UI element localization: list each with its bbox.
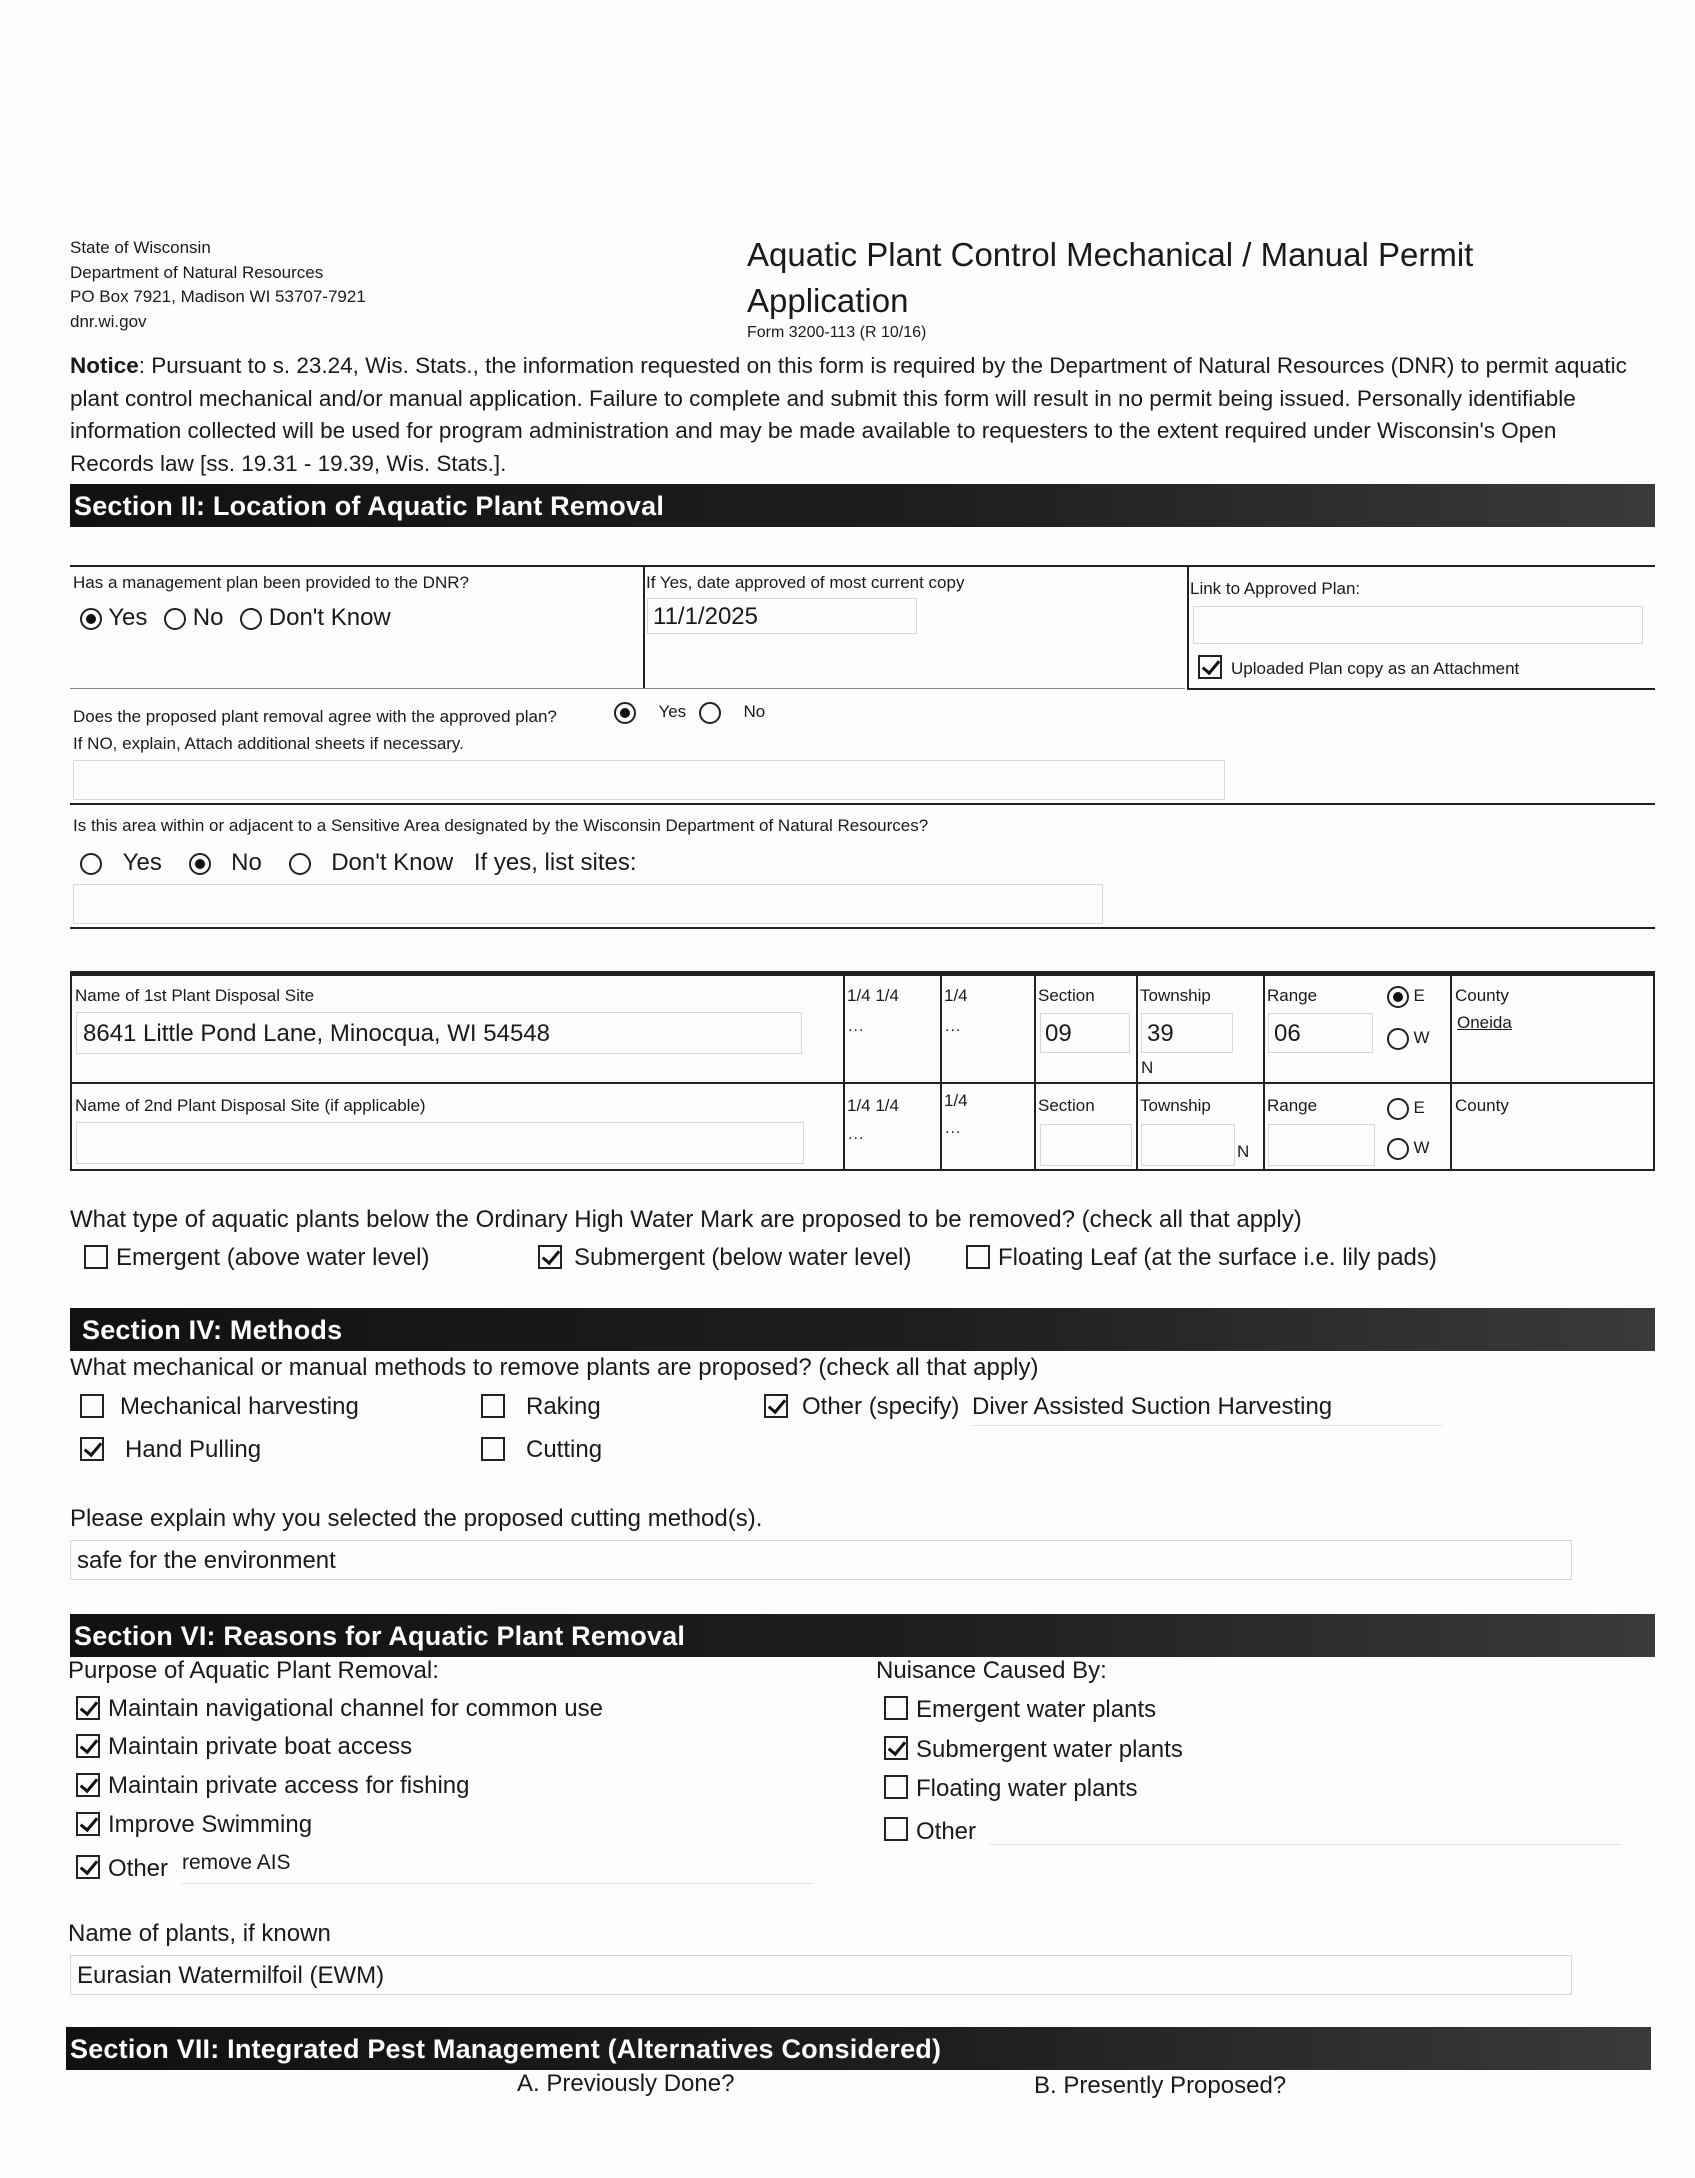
site2-q-label: 1/4 [944, 1091, 968, 1110]
mgmt-plan-no-label: No [192, 604, 224, 631]
divider [1136, 971, 1138, 1171]
divider [843, 971, 845, 1171]
site1-range-label: Range [1267, 986, 1318, 1005]
methods-question: What mechanical or manual methods to remove plants are proposed? (check all that apply) [70, 1354, 1039, 1381]
nuisance-submergent-label: Submergent water plants [916, 1736, 1183, 1763]
floating-leaf-label: Floating Leaf (at the surface i.e. lily pads) [998, 1244, 1437, 1271]
agree-plan-yes-radio[interactable] [614, 702, 636, 724]
divider [1450, 971, 1452, 1171]
sensitive-no-radio[interactable] [189, 853, 211, 875]
agree-plan-no-radio[interactable] [699, 702, 721, 724]
raking-label: Raking [526, 1393, 601, 1420]
emergent-checkbox[interactable] [84, 1245, 108, 1269]
site2-e-group [1387, 1098, 1425, 1120]
site2-township-field[interactable] [1141, 1124, 1235, 1166]
agency-address [70, 236, 366, 334]
sensitive-yes-radio[interactable] [80, 853, 102, 875]
purpose-swimming-checkbox[interactable] [76, 1812, 100, 1836]
floating-leaf-checkbox[interactable] [966, 1245, 990, 1269]
agree-plan-yes-label: Yes [658, 702, 687, 722]
purpose-boat-access-checkbox[interactable] [76, 1734, 100, 1758]
raking-checkbox[interactable] [481, 1394, 505, 1418]
mechanical-harvesting-checkbox[interactable] [80, 1394, 104, 1418]
form-title [747, 232, 1607, 324]
presently-proposed-column-header: B. Presently Proposed? [1034, 2072, 1287, 2099]
site2-w-radio[interactable] [1387, 1138, 1409, 1160]
section-2-header [70, 484, 1655, 527]
other-method-label: Other (specify) [802, 1393, 960, 1420]
site1-label: Name of 1st Plant Disposal Site [75, 986, 315, 1005]
sensitive-dont-know-radio[interactable] [289, 853, 311, 875]
site2-q-field[interactable]: ... [945, 1120, 962, 1137]
nuisance-floating-label: Floating water plants [916, 1775, 1138, 1802]
divider [1034, 971, 1036, 1171]
site2-qq-label: 1/4 1/4 [847, 1096, 899, 1115]
previously-done-column-header: A. Previously Done? [517, 2070, 735, 2097]
divider [70, 565, 1655, 567]
uploaded-plan-checkbox[interactable] [1198, 655, 1222, 679]
purpose-navigation-label: Maintain navigational channel for common use [108, 1695, 603, 1722]
purpose-swimming-label: Improve Swimming [108, 1811, 313, 1838]
sensitive-no-label: No [231, 849, 262, 876]
divider [1187, 565, 1189, 689]
sensitive-yes-label: Yes [122, 849, 162, 876]
section-4-title: Section IV: Methods [82, 1315, 343, 1345]
divider [1263, 971, 1265, 1171]
divider [70, 1082, 1655, 1084]
agree-plan-yes-group [614, 702, 686, 724]
site1-county-label: County [1455, 986, 1509, 1005]
divider [940, 971, 942, 1171]
divider [70, 803, 1655, 805]
site1-qq-label: 1/4 1/4 [847, 986, 899, 1005]
site2-w-group [1387, 1138, 1430, 1160]
site1-w-radio[interactable] [1387, 1028, 1409, 1050]
nuisance-other-checkbox[interactable] [884, 1817, 908, 1841]
site2-e-radio[interactable] [1387, 1098, 1409, 1120]
nuisance-other-label: Other [916, 1818, 977, 1845]
agree-plan-no-label: No [743, 702, 766, 722]
mgmt-plan-dont-know-label: Don't Know [268, 604, 391, 631]
sensitive-sites-field[interactable] [73, 884, 1103, 924]
agency-department: Department of Natural Resources [70, 262, 324, 282]
emergent-label: Emergent (above water level) [116, 1244, 430, 1271]
agency-po-box: PO Box 7921, Madison WI 53707-7921 [70, 287, 366, 306]
mgmt-plan-dont-know-radio[interactable] [240, 608, 262, 630]
site1-q-label: 1/4 [944, 986, 968, 1005]
form-title-line1: Aquatic Plant Control Mechanical / Manual Permit [747, 236, 1474, 273]
section-4-header [70, 1308, 1655, 1351]
hand-pulling-label: Hand Pulling [125, 1436, 262, 1463]
hand-pulling-checkbox[interactable] [80, 1437, 104, 1461]
method-explain-field[interactable]: safe for the environment [70, 1540, 1572, 1580]
link-approved-plan-label: Link to Approved Plan: [1190, 579, 1361, 598]
site2-township-n: N [1237, 1142, 1250, 1161]
site1-county-link[interactable]: Oneida [1457, 1013, 1512, 1032]
site2-county-label: County [1455, 1096, 1509, 1115]
agree-plan-no-group [699, 702, 765, 724]
plants-name-field[interactable]: Eurasian Watermilfoil (EWM) [70, 1955, 1572, 1995]
mgmt-plan-options [80, 604, 391, 632]
site1-e-radio[interactable] [1387, 986, 1409, 1008]
site2-section-label: Section [1038, 1096, 1095, 1115]
mgmt-plan-no-radio[interactable] [164, 608, 186, 630]
purpose-label: Purpose of Aquatic Plant Removal: [68, 1657, 439, 1684]
site2-qq-field[interactable]: ... [848, 1126, 865, 1143]
cutting-checkbox[interactable] [481, 1437, 505, 1461]
notice-label: Notice [70, 353, 139, 378]
link-approved-plan-field[interactable] [1193, 606, 1643, 644]
purpose-fishing-label: Maintain private access for fishing [108, 1772, 470, 1799]
purpose-other-field[interactable]: remove AIS [182, 1851, 812, 1884]
mgmt-plan-question: Has a management plan been provided to the DNR? [73, 573, 469, 592]
divider [70, 971, 1655, 976]
nuisance-label: Nuisance Caused By: [876, 1657, 1107, 1684]
purpose-navigation-checkbox[interactable] [76, 1696, 100, 1720]
purpose-other-checkbox[interactable] [76, 1855, 100, 1879]
sensitive-area-options [80, 849, 637, 877]
submergent-label: Submergent (below water level) [574, 1244, 912, 1271]
site1-township-field[interactable]: 39 [1141, 1013, 1233, 1053]
site1-e-group [1387, 986, 1425, 1008]
site1-township-label: Township [1140, 986, 1211, 1005]
divider [70, 927, 1655, 929]
site1-e-label: E [1413, 986, 1425, 1006]
purpose-boat-access-label: Maintain private boat access [108, 1733, 413, 1760]
nuisance-other-field[interactable] [990, 1812, 1620, 1845]
site1-q-field[interactable]: ... [945, 1018, 962, 1035]
sensitive-area-question: Is this area within or adjacent to a Sensitive Area designated by the Wisconsin Department of Natural Resources? [73, 816, 929, 835]
uploaded-plan-label: Uploaded Plan copy as an Attachment [1231, 659, 1520, 678]
agency-state: State of Wisconsin [70, 238, 211, 257]
site2-range-label: Range [1267, 1096, 1318, 1115]
mechanical-harvesting-label: Mechanical harvesting [120, 1393, 359, 1420]
purpose-fishing-checkbox[interactable] [76, 1773, 100, 1797]
site2-name-field[interactable] [76, 1122, 804, 1164]
site2-township-label: Township [1140, 1096, 1211, 1115]
site1-name-field[interactable]: 8641 Little Pond Lane, Minocqua, WI 54548 [76, 1012, 802, 1054]
site2-label: Name of 2nd Plant Disposal Site (if applicable) [75, 1096, 426, 1115]
site2-w-label: W [1413, 1138, 1430, 1158]
purpose-other-label: Other [108, 1855, 169, 1882]
other-method-field[interactable]: Diver Assisted Suction Harvesting [972, 1393, 1442, 1426]
site1-qq-field[interactable]: ... [848, 1018, 865, 1035]
site1-section-label: Section [1038, 986, 1095, 1005]
mgmt-plan-yes-radio[interactable] [80, 608, 102, 630]
form-number: Form 3200-113 (R 10/16) [747, 324, 927, 341]
section-6-header [70, 1614, 1655, 1657]
plants-name-label: Name of plants, if known [68, 1920, 331, 1947]
site1-w-label: W [1413, 1028, 1430, 1048]
site1-section-field[interactable]: 09 [1040, 1013, 1130, 1053]
plant-types-question: What type of aquatic plants below the Ordinary High Water Mark are proposed to be removed? (check all that apply) [70, 1206, 1302, 1233]
notice-paragraph [70, 350, 1630, 480]
site1-range-field[interactable]: 06 [1268, 1013, 1373, 1053]
agency-website: dnr.wi.gov [70, 311, 147, 331]
site2-e-label: E [1413, 1098, 1425, 1118]
sensitive-dont-know-label: Don't Know [331, 849, 454, 876]
method-explain-question: Please explain why you selected the proposed cutting method(s). [70, 1505, 763, 1532]
nuisance-submergent-checkbox[interactable] [884, 1736, 908, 1760]
divider [643, 565, 645, 689]
section-2-title: Section II: Location of Aquatic Plant Removal [74, 491, 665, 521]
agree-plan-question: Does the proposed plant removal agree with the approved plan? [73, 707, 557, 726]
nuisance-emergent-label: Emergent water plants [916, 1696, 1157, 1723]
notice-text: : Pursuant to s. 23.24, Wis. Stats., the information requested on this form is required by the Department of Natural Resources (DNR) to permit aquatic plant control mechanical and/or manual application. Failure to complete and submit this form will result in no permit being issued. Personally identifiable information collected will be used for program administration and may be made available to requesters to the extent required under Wisconsin's Open Records law [ss. 19.31 - 19.39, Wis. Stats.]. [70, 353, 1627, 476]
site2-section-field[interactable] [1040, 1124, 1132, 1166]
mgmt-plan-yes-label: Yes [108, 604, 148, 631]
cutting-label: Cutting [526, 1436, 603, 1463]
nuisance-emergent-checkbox[interactable] [884, 1696, 908, 1720]
divider [70, 688, 1185, 689]
section-7-title: Section VII: Integrated Pest Management (Alternatives Considered) [70, 2034, 942, 2064]
form-title-line2: Application [747, 282, 909, 319]
divider [1187, 688, 1655, 690]
date-approved-question: If Yes, date approved of most current copy [646, 573, 965, 592]
agree-plan-explain-label: If NO, explain, Attach additional sheets if necessary. [73, 734, 464, 753]
site1-county-value[interactable] [1457, 1013, 1512, 1033]
submergent-checkbox[interactable] [538, 1245, 562, 1269]
sensitive-list-label: If yes, list sites: [473, 849, 637, 876]
nuisance-floating-checkbox[interactable] [884, 1775, 908, 1799]
agree-plan-explain-field[interactable] [73, 760, 1225, 800]
other-method-checkbox[interactable] [764, 1394, 788, 1418]
site1-township-n: N [1141, 1058, 1154, 1077]
site2-range-field[interactable] [1268, 1124, 1375, 1166]
site1-w-group [1387, 1028, 1430, 1050]
section-6-title: Section VI: Reasons for Aquatic Plant Removal [74, 1621, 686, 1651]
section-7-header [66, 2027, 1651, 2070]
date-approved-field[interactable]: 11/1/2025 [647, 598, 917, 634]
